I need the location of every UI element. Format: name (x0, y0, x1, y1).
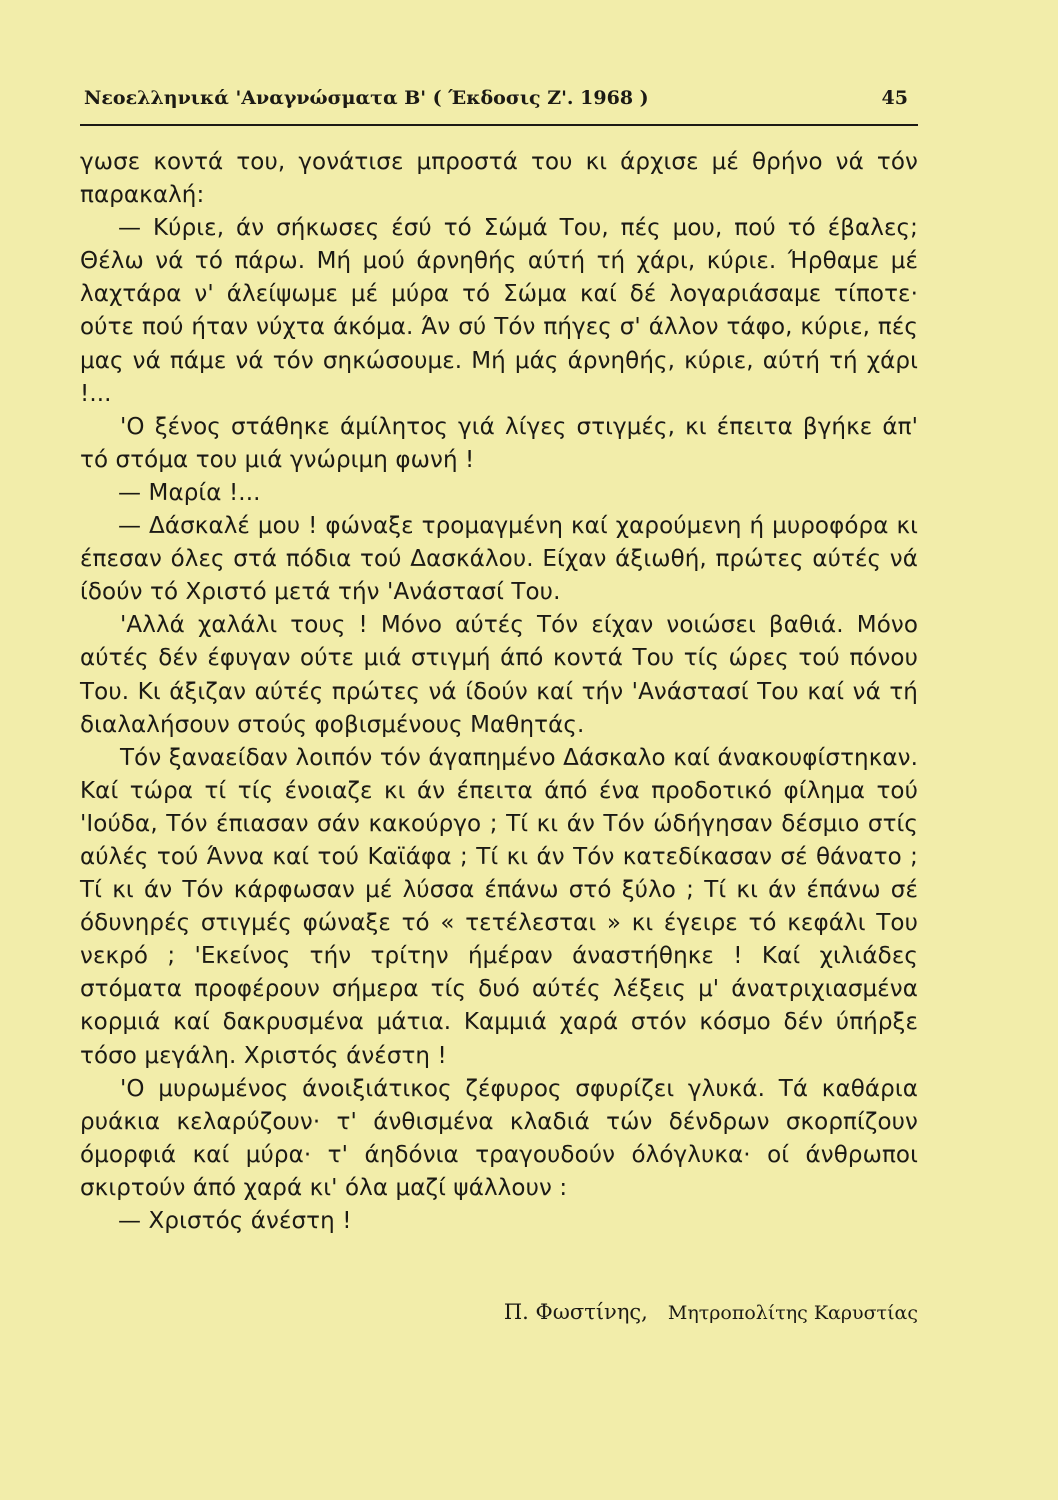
author-title: Μητροπολίτης Καρυστίας (667, 1302, 918, 1324)
book-title: Νεοελληνικά 'Αναγνώσματα Β' ( Έκδοσις Ζ'. 1968 ) (84, 87, 649, 109)
paragraph: 'Ο ξένος στάθηκε άμίλητος γιά λίγες στιγμές, κι έπειτα βγήκε άπ' τό στόμα του μιά γνώριμη φωνή ! (80, 413, 918, 473)
paragraph: γωσε κοντά του, γονάτισε μπροστά του κι άρχισε μέ θρήνο νά τόν παρακαλή: (80, 149, 918, 209)
running-header (84, 82, 916, 122)
dialogue-paragraph: — Μαρία !... (118, 479, 261, 506)
page-number: 45 (881, 87, 908, 109)
dialogue-paragraph: — Δάσκαλέ μου ! φώναξε τρομαγμένη καί χαρούμενη ή μυροφόρα κι έπεσαν όλες στά πόδια τού Δασκάλου. Είχαν άξιωθή, πρώτες αύτές νά ίδούν τό Χριστό μετά τήν 'Ανάστασί Του. (80, 513, 918, 606)
paragraph: Τόν ξαναείδαν λοιπόν τόν άγαπημένο Δάσκαλο καί άνακουφίστηκαν. Καί τώρα τί τίς ένοιαζε κι άν έπειτα άπό ένα προδοτικό φίλημα τού 'Ιούδα, Τόν έπιασαν σάν κακούργο ; Τί κι άν Τόν ώδήγησαν δέσμιο στίς αύλές τού Άννα καί τού Καϊάφα ; Τί κι άν Τόν κατεδίκασαν σέ θάνατο ; Τί κι άν Τόν κάρφωσαν μέ λύσσα έπάνω στό ξύλο ; Τί κι άν έπάνω σέ όδυνηρές στιγμές φώναξε τό « τετέλεσται » κι έγειρε τό κεφάλι Του νεκρό ; 'Εκείνος τήν τρίτην ήμέραν άναστήθηκε ! Καί χιλιάδες στόματα προφέρουν σήμερα τίς δυό αύτές λέξεις μ' άνατριχιασμένα κορμιά καί δακρυσμένα μάτια. Καμμιά χαρά στόν κόσμο δέν ύπήρξε τόσο μεγάλη. Χριστός άνέστη ! (80, 744, 918, 1069)
header-rule (80, 124, 918, 126)
author-signature (504, 1300, 918, 1324)
dialogue-paragraph: — Κύριε, άν σήκωσες έσύ τό Σώμά Του, πές μου, πού τό έβαλες; Θέλω νά τό πάρω. Μή μού άρνηθής αύτή τή χάρι, κύριε. Ήρθαμε μέ λαχτάρα ν' άλείψωμε μέ μύρα τό Σώμα καί δέ λογαριάσαμε τίποτε· ούτε πού ήταν νύχτα άκόμα. Άν σύ Τόν πήγες σ' άλλον τάφο, κύριε, πές μας νά πάμε νά τόν σηκώσουμε. Μή μάς άρνηθής, κύριε, αύτή τή χάρι !... (80, 215, 918, 407)
paragraph: 'Αλλά χαλάλι τους ! Μόνο αύτές Τόν είχαν νοιώσει βαθιά. Μόνο αύτές δέν έφυγαν ούτε μιά στιγμή άπό κοντά Του τίς ώρες τού πόνου Του. Κι άξιζαν αύτές πρώτες νά ίδούν καί τήν 'Ανάστασί Του καί νά τή διαλαλήσουν στούς φοβισμένους Μαθητάς. (80, 612, 918, 738)
author-name: Π. Φωστίνης, (503, 1300, 648, 1324)
paragraph: 'Ο μυρωμένος άνοιξιάτικος ζέφυρος σφυρίζει γλυκά. Τά καθάρια ρυάκια κελαρύζουν· τ' άνθισμένα κλαδιά τών δένδρων σκορπίζουν όμορφιά καί μύρα· τ' άηδόνια τραγουδούν όλόγλυκα· οί άνθρωποι σκιρτούν άπό χαρά κι' όλα μαζί ψάλλουν : (80, 1075, 918, 1201)
dialogue-paragraph: — Χριστός άνέστη ! (118, 1208, 352, 1234)
page-text (80, 146, 918, 1238)
